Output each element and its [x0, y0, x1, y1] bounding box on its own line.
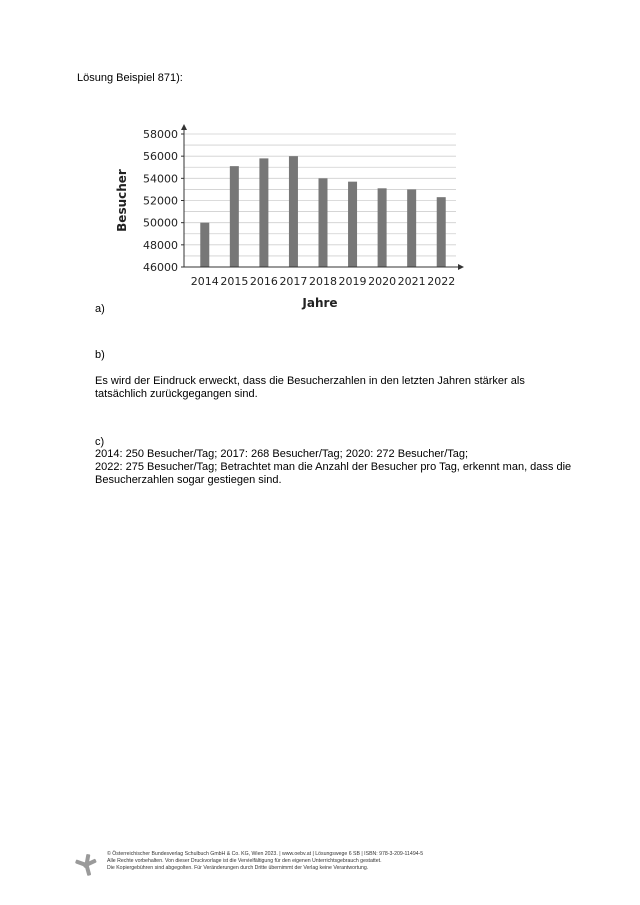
- x-axis-arrow: [458, 264, 464, 270]
- y-tick-label: 46000: [143, 261, 178, 274]
- chart-x-tick-labels: [191, 275, 455, 288]
- bar-2016: [259, 158, 268, 267]
- part-b-text: Es wird der Eindruck erweckt, dass die Besucherzahlen in den letzten Jahren stärker als tatsächlich zurückgegangen sind.: [95, 375, 525, 400]
- part-a-label: a): [95, 303, 105, 315]
- y-tick-label: 48000: [143, 238, 178, 252]
- bar-2022: [437, 197, 446, 267]
- footer-disclaimer: Die Kopiergebühren sind abgegolten. Für Veränderungen durch Dritte übernimmt der Verlag keine Verantwortung.: [107, 865, 369, 872]
- visitor-bar-chart: [110, 118, 470, 318]
- solution-heading: Lösung Beispiel 871):: [77, 72, 183, 84]
- x-axis-label: Jahre: [302, 296, 338, 310]
- footer-text: [107, 851, 423, 873]
- y-tick-label: 54000: [143, 172, 178, 186]
- bar-2017: [289, 156, 298, 267]
- y-tick-label: 52000: [143, 194, 178, 208]
- part-c-line2: 2022: 275 Besucher/Tag; Betrachtet man die Anzahl der Besucher pro Tag, erkennt man, dass die Besucherzahlen sogar gestiegen sind.: [95, 461, 572, 486]
- x-tick-label: 2019: [338, 275, 367, 288]
- bar-2021: [407, 189, 416, 267]
- chart-bars: [200, 156, 445, 267]
- bar-2014: [200, 223, 209, 267]
- x-tick-label: 2014: [190, 275, 219, 288]
- y-axis-arrow: [181, 124, 187, 130]
- bar-2020: [378, 188, 387, 267]
- y-tick-label: 58000: [143, 128, 178, 141]
- bar-2019: [348, 182, 357, 267]
- x-tick-label: 2021: [397, 275, 426, 288]
- y-tick-label: 50000: [143, 216, 178, 230]
- x-tick-label: 2017: [279, 275, 308, 288]
- y-tick-label: 56000: [143, 150, 178, 164]
- part-b-label: b): [95, 349, 105, 361]
- x-tick-label: 2016: [249, 275, 278, 288]
- chart-y-tick-labels: [143, 128, 178, 274]
- footer-rights: Alle Rechte vorbehalten. Von dieser Druckvorlage ist die Vervielfältigung für den eigenen Unterrichtsgebrauch gestattet.: [107, 858, 382, 865]
- x-tick-label: 2022: [427, 275, 456, 288]
- page-footer: [74, 851, 544, 881]
- bar-2018: [319, 178, 328, 267]
- y-axis-label: Besucher: [115, 169, 129, 232]
- part-c-line1: 2014: 250 Besucher/Tag; 2017: 268 Besucher/Tag; 2020: 272 Besucher/Tag;: [95, 448, 469, 460]
- footer-copyright: © Österreichischer Bundesverlag Schulbuch GmbH & Co. KG, Wien 2023. | www.oebv.at | Lösungswege 6 SB | ISBN: 978-3-209-11494-5: [107, 851, 424, 857]
- bar-2015: [230, 166, 239, 267]
- chart-svg: [110, 118, 470, 318]
- x-tick-label: 2018: [309, 275, 337, 288]
- publisher-star-icon: [74, 853, 98, 877]
- x-tick-label: 2020: [368, 275, 397, 288]
- part-c-label: c): [95, 436, 105, 448]
- x-tick-label: 2015: [220, 275, 249, 288]
